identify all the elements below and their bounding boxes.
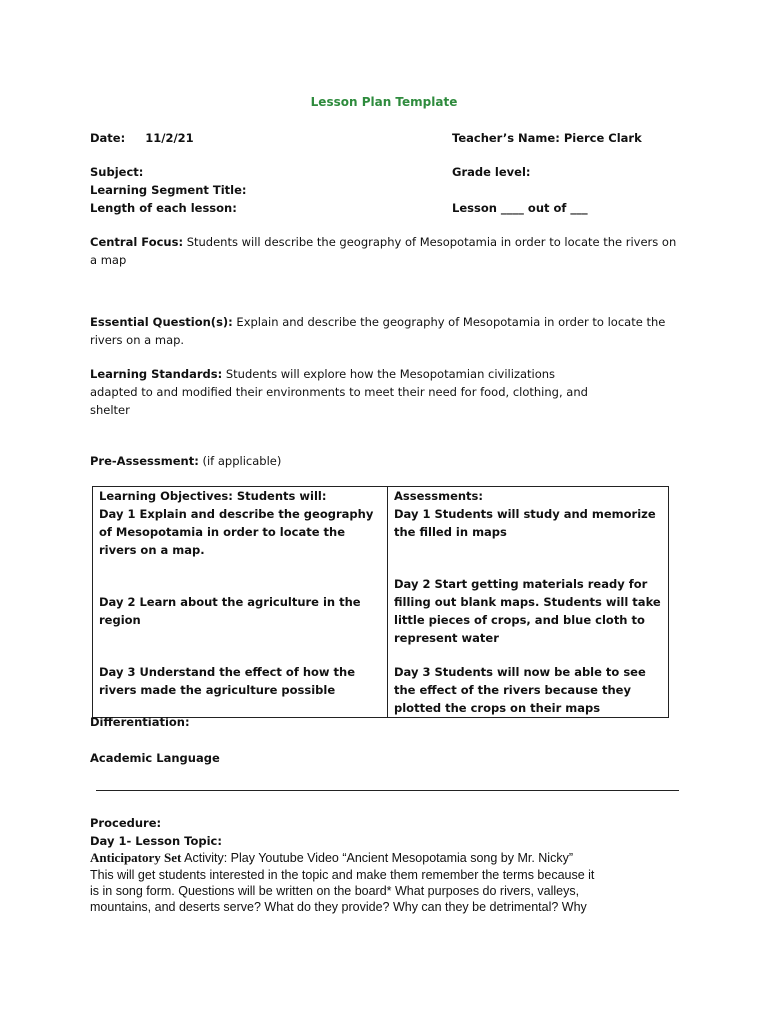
- academic-language-heading: Academic Language: [90, 751, 220, 765]
- learning-standards-line1: [90, 365, 555, 383]
- procedure-body-line3: mountains, and deserts serve? What do they provide? Why can they be detrimental? Why: [90, 900, 587, 914]
- learning-segment-field: Learning Segment Title:: [90, 183, 247, 197]
- differentiation-heading: Differentiation:: [90, 715, 190, 729]
- anticipatory-activity: Activity: Play Youtube Video “Ancient Mesopotamia song by Mr. Nicky”: [181, 851, 573, 865]
- assessments-header: Assessments:: [394, 489, 483, 503]
- learning-standards-line3: shelter: [90, 403, 130, 417]
- anticipatory-set-label: Anticipatory Set: [90, 850, 182, 865]
- assessment-day3: Day 3 Students will now be able to see the effect of the rivers because they plotted the crops on their maps: [394, 665, 646, 715]
- learning-standards-line2: adapted to and modified their environments to meet their need for food, clothing, and: [90, 385, 588, 399]
- lesson-length-field: Length of each lesson:: [90, 201, 237, 215]
- objective-day2: Day 2 Learn about the agriculture in the region: [99, 595, 361, 627]
- date-field: [90, 129, 194, 147]
- lesson-count-field: Lesson ____ out of ___: [452, 201, 588, 215]
- procedure-heading: Procedure:: [90, 816, 162, 830]
- procedure-body-line2: is in song form. Questions will be written on the board* What purposes do rivers, valleys,: [90, 884, 580, 898]
- essential-question-label: Essential Question(s):: [90, 315, 233, 329]
- teacher-name: Teacher’s Name: Pierce Clark: [452, 131, 642, 145]
- procedure-body-line1: This will get students interested in the topic and make them remember the terms because it: [90, 868, 595, 882]
- pre-assessment: [90, 452, 281, 470]
- date-label: Date:: [90, 131, 126, 145]
- learning-objectives-header: Learning Objectives: Students will:: [99, 489, 327, 503]
- date-value: 11/2/21: [145, 131, 194, 145]
- anticipatory-set-line: [90, 849, 573, 867]
- assessment-day1: Day 1 Students will study and memorize the filled in maps: [394, 507, 656, 539]
- table-row: [93, 487, 669, 718]
- learning-standards-text: Students will explore how the Mesopotamian civilizations: [222, 367, 556, 381]
- horizontal-rule: [96, 790, 679, 791]
- essential-question: [90, 313, 685, 349]
- assessments-cell: [388, 487, 669, 718]
- central-focus-label: Central Focus:: [90, 235, 184, 249]
- pre-assessment-text: (if applicable): [198, 454, 282, 468]
- assessment-day2: Day 2 Start getting materials ready for filling out blank maps. Students will take little pieces of crops, and blue cloth to represent water: [394, 577, 661, 645]
- objective-day1: Day 1 Explain and describe the geography of Mesopotamia in order to locate the rivers on a map.: [99, 507, 374, 557]
- learning-objectives-cell: [93, 487, 388, 718]
- day1-lesson-topic: Day 1- Lesson Topic:: [90, 834, 222, 848]
- pre-assessment-label: Pre-Assessment:: [90, 454, 199, 468]
- objectives-assessments-table: [92, 486, 669, 718]
- objective-day3: Day 3 Understand the effect of how the rivers made the agriculture possible: [99, 665, 356, 697]
- subject-field: Subject:: [90, 165, 144, 179]
- learning-standards-label: Learning Standards:: [90, 367, 223, 381]
- central-focus-text: Students will describe the geography of Mesopotamia in order to locate the rivers on a map: [90, 235, 677, 267]
- essential-question-text: Explain and describe the geography of Mesopotamia in order to locate the rivers on a map.: [90, 315, 666, 347]
- document-title: Lesson Plan Template: [310, 95, 458, 109]
- central-focus: [90, 233, 685, 269]
- grade-level-field: Grade level:: [452, 165, 531, 179]
